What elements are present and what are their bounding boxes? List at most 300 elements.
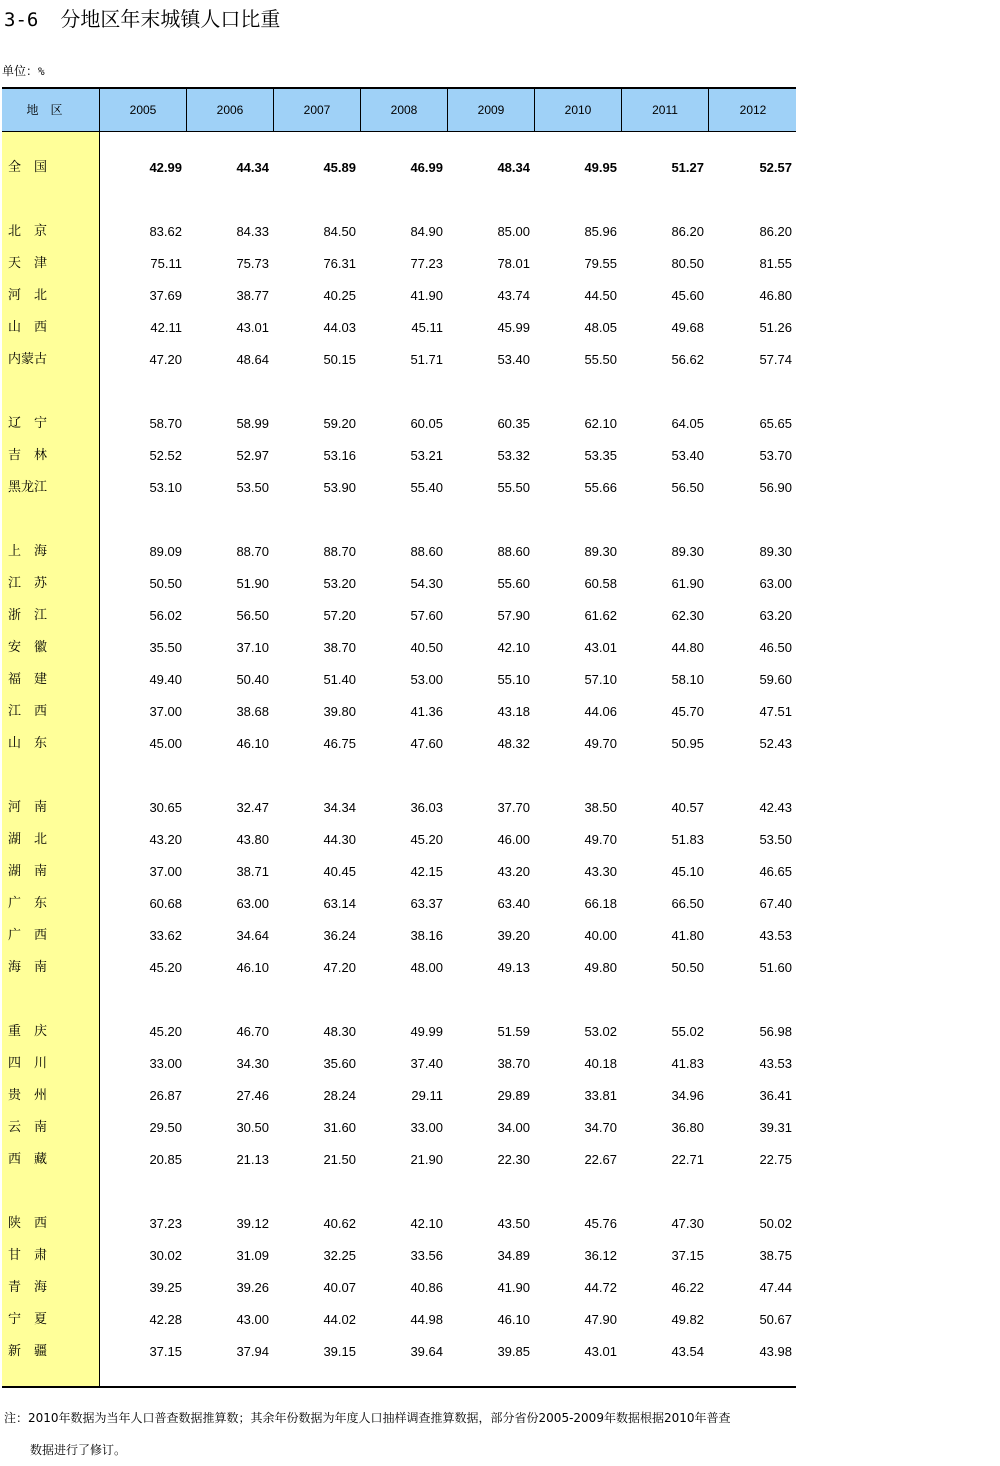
value-cell: 28.24 (323, 1088, 356, 1103)
value-cell: 30.65 (149, 800, 182, 815)
value-cell: 37.15 (149, 1344, 182, 1359)
value-cell: 38.77 (236, 288, 269, 303)
value-cell: 40.50 (410, 640, 443, 655)
region-name: 江苏 (8, 576, 61, 591)
region-name: 贵州 (8, 1088, 61, 1103)
value-cell: 22.30 (497, 1152, 530, 1167)
value-cell: 60.58 (584, 576, 617, 591)
value-cell: 35.60 (323, 1056, 356, 1071)
value-cell: 29.89 (497, 1088, 530, 1103)
value-cell: 45.70 (671, 704, 704, 719)
value-cell: 44.34 (236, 160, 269, 175)
table-row (2, 792, 796, 824)
value-cell: 53.02 (584, 1024, 617, 1039)
value-cell: 65.65 (759, 416, 792, 431)
value-cell: 81.55 (759, 256, 792, 271)
value-cell: 36.41 (759, 1088, 792, 1103)
region-name: 重庆 (8, 1024, 61, 1039)
value-cell: 85.00 (497, 224, 530, 239)
header-year: 2005 (100, 89, 187, 131)
value-cell: 53.70 (759, 448, 792, 463)
value-cell: 50.67 (759, 1312, 792, 1327)
header-year: 2012 (739, 103, 767, 117)
value-cell: 80.50 (671, 256, 704, 271)
value-cell: 53.20 (323, 576, 356, 591)
value-cell: 33.00 (149, 1056, 182, 1071)
value-cell: 43.50 (497, 1216, 530, 1231)
value-cell: 41.90 (497, 1280, 530, 1295)
value-cell: 34.70 (584, 1120, 617, 1135)
value-cell: 56.90 (759, 480, 792, 495)
table-row (2, 1112, 796, 1144)
value-cell: 62.10 (584, 416, 617, 431)
value-cell: 47.20 (149, 352, 182, 367)
value-cell: 58.10 (671, 672, 704, 687)
value-cell: 30.50 (236, 1120, 269, 1135)
value-cell: 45.10 (671, 864, 704, 879)
value-cell: 26.87 (149, 1088, 182, 1103)
value-cell: 37.00 (149, 704, 182, 719)
value-cell: 44.80 (671, 640, 704, 655)
value-cell: 22.67 (584, 1152, 617, 1167)
value-cell: 44.03 (323, 320, 356, 335)
region-name: 河南 (8, 800, 61, 815)
region-name: 安徽 (8, 640, 61, 655)
value-cell: 33.81 (584, 1088, 617, 1103)
value-cell: 51.60 (759, 960, 792, 975)
table-row (2, 1208, 796, 1240)
unit-prefix: 单位： (2, 64, 39, 78)
footnote-line-2: 数据进行了修订。 (30, 1443, 127, 1457)
value-cell: 50.95 (671, 736, 704, 751)
value-cell: 39.80 (323, 704, 356, 719)
value-cell: 44.98 (410, 1312, 443, 1327)
value-cell: 63.20 (759, 608, 792, 623)
footnote (4, 1402, 804, 1466)
table-row (2, 600, 796, 632)
value-cell: 32.25 (323, 1248, 356, 1263)
value-cell: 38.16 (410, 928, 443, 943)
value-cell: 49.70 (584, 736, 617, 751)
value-cell: 48.32 (497, 736, 530, 751)
table-row (2, 408, 796, 440)
value-cell: 50.15 (323, 352, 356, 367)
value-cell: 56.62 (671, 352, 704, 367)
value-cell: 53.50 (236, 480, 269, 495)
value-cell: 42.10 (410, 1216, 443, 1231)
value-cell: 56.98 (759, 1024, 792, 1039)
value-cell: 38.75 (759, 1248, 792, 1263)
value-cell: 46.10 (236, 736, 269, 751)
value-cell: 52.97 (236, 448, 269, 463)
value-cell: 31.09 (236, 1248, 269, 1263)
value-cell: 39.25 (149, 1280, 182, 1295)
value-cell: 75.73 (236, 256, 269, 271)
value-cell: 60.35 (497, 416, 530, 431)
table-row (2, 664, 796, 696)
region-name: 云南 (8, 1120, 61, 1135)
value-cell: 49.40 (149, 672, 182, 687)
value-cell: 50.02 (759, 1216, 792, 1231)
value-cell: 20.85 (149, 1152, 182, 1167)
value-cell: 43.18 (497, 704, 530, 719)
value-cell: 55.50 (497, 480, 530, 495)
value-cell: 57.20 (323, 608, 356, 623)
table-row (2, 1240, 796, 1272)
value-cell: 44.06 (584, 704, 617, 719)
value-cell: 43.98 (759, 1344, 792, 1359)
value-cell: 35.50 (149, 640, 182, 655)
region-name: 湖北 (8, 832, 61, 847)
table-row (2, 952, 796, 984)
value-cell: 89.09 (149, 544, 182, 559)
value-cell: 43.53 (759, 1056, 792, 1071)
value-cell: 43.80 (236, 832, 269, 847)
value-cell: 54.30 (410, 576, 443, 591)
value-cell: 59.20 (323, 416, 356, 431)
value-cell: 42.28 (149, 1312, 182, 1327)
value-cell: 39.26 (236, 1280, 269, 1295)
value-cell: 47.90 (584, 1312, 617, 1327)
table-row (2, 152, 796, 184)
value-cell: 37.23 (149, 1216, 182, 1231)
value-cell: 45.76 (584, 1216, 617, 1231)
table-row (2, 856, 796, 888)
table-row (2, 472, 796, 504)
value-cell: 88.60 (410, 544, 443, 559)
value-cell: 43.20 (149, 832, 182, 847)
value-cell: 55.10 (497, 672, 530, 687)
value-cell: 37.15 (671, 1248, 704, 1263)
value-cell: 89.30 (584, 544, 617, 559)
value-cell: 32.47 (236, 800, 269, 815)
value-cell: 55.40 (410, 480, 443, 495)
value-cell: 41.90 (410, 288, 443, 303)
value-cell: 64.05 (671, 416, 704, 431)
value-cell: 33.62 (149, 928, 182, 943)
value-cell: 50.40 (236, 672, 269, 687)
value-cell: 39.20 (497, 928, 530, 943)
region-name: 海南 (8, 960, 61, 975)
value-cell: 45.60 (671, 288, 704, 303)
value-cell: 38.70 (323, 640, 356, 655)
value-cell: 45.99 (497, 320, 530, 335)
value-cell: 44.02 (323, 1312, 356, 1327)
value-cell: 62.30 (671, 608, 704, 623)
value-cell: 49.82 (671, 1312, 704, 1327)
value-cell: 34.30 (236, 1056, 269, 1071)
value-cell: 67.40 (759, 896, 792, 911)
region-name: 福建 (8, 672, 61, 687)
value-cell: 51.90 (236, 576, 269, 591)
header-region: 地区 (2, 89, 100, 131)
value-cell: 40.07 (323, 1280, 356, 1295)
table-row (2, 1304, 796, 1336)
value-cell: 51.27 (671, 160, 704, 175)
value-cell: 58.99 (236, 416, 269, 431)
value-cell: 89.30 (671, 544, 704, 559)
value-cell: 63.00 (759, 576, 792, 591)
table-row (2, 1336, 796, 1368)
value-cell: 84.50 (323, 224, 356, 239)
region-name: 陕西 (8, 1216, 61, 1231)
value-cell: 53.10 (149, 480, 182, 495)
value-cell: 51.71 (410, 352, 443, 367)
value-cell: 39.15 (323, 1344, 356, 1359)
value-cell: 21.90 (410, 1152, 443, 1167)
value-cell: 47.60 (410, 736, 443, 751)
value-cell: 42.15 (410, 864, 443, 879)
value-cell: 48.34 (497, 160, 530, 175)
region-name: 新疆 (8, 1344, 61, 1359)
value-cell: 60.68 (149, 896, 182, 911)
value-cell: 43.30 (584, 864, 617, 879)
value-cell: 39.31 (759, 1120, 792, 1135)
value-cell: 43.00 (236, 1312, 269, 1327)
value-cell: 53.00 (410, 672, 443, 687)
value-cell: 29.11 (411, 1088, 443, 1103)
value-cell: 47.51 (759, 704, 792, 719)
footnote-line-1: 注：2010年数据为当年人口普查数据推算数；其余年份数据为年度人口抽样调查推算数据，部分省份2005-2009年数据根据2010年普查 (4, 1411, 731, 1425)
header-year: 2006 (187, 89, 274, 131)
value-cell: 34.89 (497, 1248, 530, 1263)
value-cell: 57.10 (584, 672, 617, 687)
region-name: 天津 (8, 256, 61, 271)
value-cell: 88.60 (497, 544, 530, 559)
value-cell: 53.21 (410, 448, 443, 463)
value-cell: 42.99 (149, 160, 182, 175)
value-cell: 36.24 (323, 928, 356, 943)
value-cell: 75.11 (150, 256, 182, 271)
value-cell: 38.50 (584, 800, 617, 815)
value-cell: 56.50 (671, 480, 704, 495)
value-cell: 46.00 (497, 832, 530, 847)
value-cell: 40.00 (584, 928, 617, 943)
header-year: 2009 (448, 89, 535, 131)
value-cell: 50.50 (671, 960, 704, 975)
header-year: 2008 (361, 89, 448, 131)
value-cell: 46.65 (759, 864, 792, 879)
value-cell: 41.36 (410, 704, 443, 719)
region-name: 广西 (8, 928, 61, 943)
value-cell: 53.40 (497, 352, 530, 367)
value-cell: 43.53 (759, 928, 792, 943)
region-name: 四川 (8, 1056, 61, 1071)
region-name: 河北 (8, 288, 61, 303)
value-cell: 39.12 (236, 1216, 269, 1231)
region-name: 山东 (8, 736, 61, 751)
value-cell: 53.40 (671, 448, 704, 463)
value-cell: 43.01 (584, 1344, 617, 1359)
value-cell: 57.60 (410, 608, 443, 623)
value-cell: 49.80 (584, 960, 617, 975)
value-cell: 49.95 (584, 160, 617, 175)
value-cell: 21.13 (236, 1152, 269, 1167)
table-row (2, 1048, 796, 1080)
region-name: 湖南 (8, 864, 61, 879)
region-name: 全国 (8, 160, 61, 175)
value-cell: 79.55 (584, 256, 617, 271)
header-year: 2007 (274, 89, 361, 131)
table-row (2, 1016, 796, 1048)
value-cell: 56.02 (149, 608, 182, 623)
value-cell: 51.26 (759, 320, 792, 335)
value-cell: 43.01 (236, 320, 269, 335)
value-cell: 86.20 (759, 224, 792, 239)
value-cell: 40.62 (323, 1216, 356, 1231)
value-cell: 55.60 (497, 576, 530, 591)
region-name: 宁夏 (8, 1312, 61, 1327)
value-cell: 76.31 (323, 256, 356, 271)
value-cell: 55.50 (584, 352, 617, 367)
value-cell: 43.20 (497, 864, 530, 879)
value-cell: 49.70 (584, 832, 617, 847)
value-cell: 85.96 (584, 224, 617, 239)
table-row (2, 888, 796, 920)
value-cell: 46.22 (671, 1280, 704, 1295)
value-cell: 61.62 (584, 608, 617, 623)
value-cell: 37.40 (410, 1056, 443, 1071)
value-cell: 29.50 (149, 1120, 182, 1135)
value-cell: 46.99 (410, 160, 443, 175)
value-cell: 51.83 (671, 832, 704, 847)
table-row (2, 568, 796, 600)
value-cell: 40.25 (323, 288, 356, 303)
table-row (2, 824, 796, 856)
table-row (2, 1272, 796, 1304)
value-cell: 45.20 (149, 1024, 182, 1039)
value-cell: 55.66 (584, 480, 617, 495)
region-name: 浙江 (8, 608, 61, 623)
value-cell: 37.00 (149, 864, 182, 879)
region-name: 甘肃 (8, 1248, 61, 1263)
value-cell: 42.43 (759, 800, 792, 815)
table-row (2, 536, 796, 568)
value-cell: 84.90 (410, 224, 443, 239)
value-cell: 46.80 (759, 288, 792, 303)
region-name: 吉林 (8, 448, 61, 463)
value-cell: 21.50 (323, 1152, 356, 1167)
table-number: 3-6 (4, 9, 39, 31)
value-cell: 47.30 (671, 1216, 704, 1231)
value-cell: 39.85 (497, 1344, 530, 1359)
bottom-rule (2, 1386, 796, 1388)
value-cell: 53.50 (759, 832, 792, 847)
value-cell: 52.43 (759, 736, 792, 751)
header-year: 2011 (622, 89, 709, 131)
value-cell: 89.30 (759, 544, 792, 559)
value-cell: 42.11 (150, 320, 182, 335)
value-cell: 88.70 (236, 544, 269, 559)
region-name: 西藏 (8, 1152, 61, 1167)
region-name: 北京 (8, 224, 61, 239)
value-cell: 41.80 (671, 928, 704, 943)
value-cell: 53.90 (323, 480, 356, 495)
value-cell: 44.50 (584, 288, 617, 303)
value-cell: 47.20 (323, 960, 356, 975)
value-cell: 56.50 (236, 608, 269, 623)
value-cell: 61.90 (671, 576, 704, 591)
value-cell: 49.13 (497, 960, 530, 975)
value-cell: 51.40 (323, 672, 356, 687)
value-cell: 22.71 (671, 1152, 704, 1167)
value-cell: 48.64 (236, 352, 269, 367)
value-cell: 36.03 (410, 800, 443, 815)
value-cell: 45.20 (410, 832, 443, 847)
table-row (2, 920, 796, 952)
value-cell: 46.10 (236, 960, 269, 975)
value-cell: 49.68 (671, 320, 704, 335)
table-body (2, 132, 796, 1386)
table-row (2, 280, 796, 312)
table-row (2, 344, 796, 376)
value-cell: 53.32 (497, 448, 530, 463)
value-cell: 37.10 (236, 640, 269, 655)
value-cell: 38.68 (236, 704, 269, 719)
unit-symbol: % (38, 65, 45, 78)
value-cell: 48.05 (584, 320, 617, 335)
value-cell: 40.86 (410, 1280, 443, 1295)
value-cell: 66.18 (584, 896, 617, 911)
value-cell: 38.70 (497, 1056, 530, 1071)
value-cell: 58.70 (149, 416, 182, 431)
value-cell: 34.00 (497, 1120, 530, 1135)
value-cell: 34.96 (671, 1088, 704, 1103)
value-cell: 49.99 (410, 1024, 443, 1039)
table-row (2, 632, 796, 664)
page-title (4, 4, 280, 34)
value-cell: 53.16 (323, 448, 356, 463)
value-cell: 40.57 (671, 800, 704, 815)
value-cell: 83.62 (149, 224, 182, 239)
region-name: 青海 (8, 1280, 61, 1295)
table-row (2, 728, 796, 760)
value-cell: 22.75 (759, 1152, 792, 1167)
value-cell: 36.80 (671, 1120, 704, 1135)
unit-label (2, 63, 45, 80)
value-cell: 39.64 (410, 1344, 443, 1359)
value-cell: 60.05 (410, 416, 443, 431)
value-cell: 34.34 (323, 800, 356, 815)
value-cell: 38.71 (236, 864, 269, 879)
value-cell: 48.00 (410, 960, 443, 975)
value-cell: 45.00 (149, 736, 182, 751)
value-cell: 47.44 (759, 1280, 792, 1295)
value-cell: 44.72 (584, 1280, 617, 1295)
value-cell: 59.60 (759, 672, 792, 687)
value-cell: 50.50 (149, 576, 182, 591)
value-cell: 63.00 (236, 896, 269, 911)
value-cell: 43.54 (671, 1344, 704, 1359)
table-row (2, 1144, 796, 1176)
value-cell: 53.35 (584, 448, 617, 463)
value-cell: 63.40 (497, 896, 530, 911)
value-cell: 34.64 (236, 928, 269, 943)
value-cell: 51.59 (497, 1024, 530, 1039)
table-header (2, 89, 796, 132)
value-cell: 45.89 (323, 160, 356, 175)
table-row (2, 440, 796, 472)
value-cell: 52.57 (759, 160, 792, 175)
value-cell: 33.00 (410, 1120, 443, 1135)
value-cell: 66.50 (671, 896, 704, 911)
value-cell: 46.75 (323, 736, 356, 751)
value-cell: 46.50 (759, 640, 792, 655)
value-cell: 46.10 (497, 1312, 530, 1327)
value-cell: 37.94 (236, 1344, 269, 1359)
value-cell: 44.30 (323, 832, 356, 847)
value-cell: 78.01 (497, 256, 530, 271)
